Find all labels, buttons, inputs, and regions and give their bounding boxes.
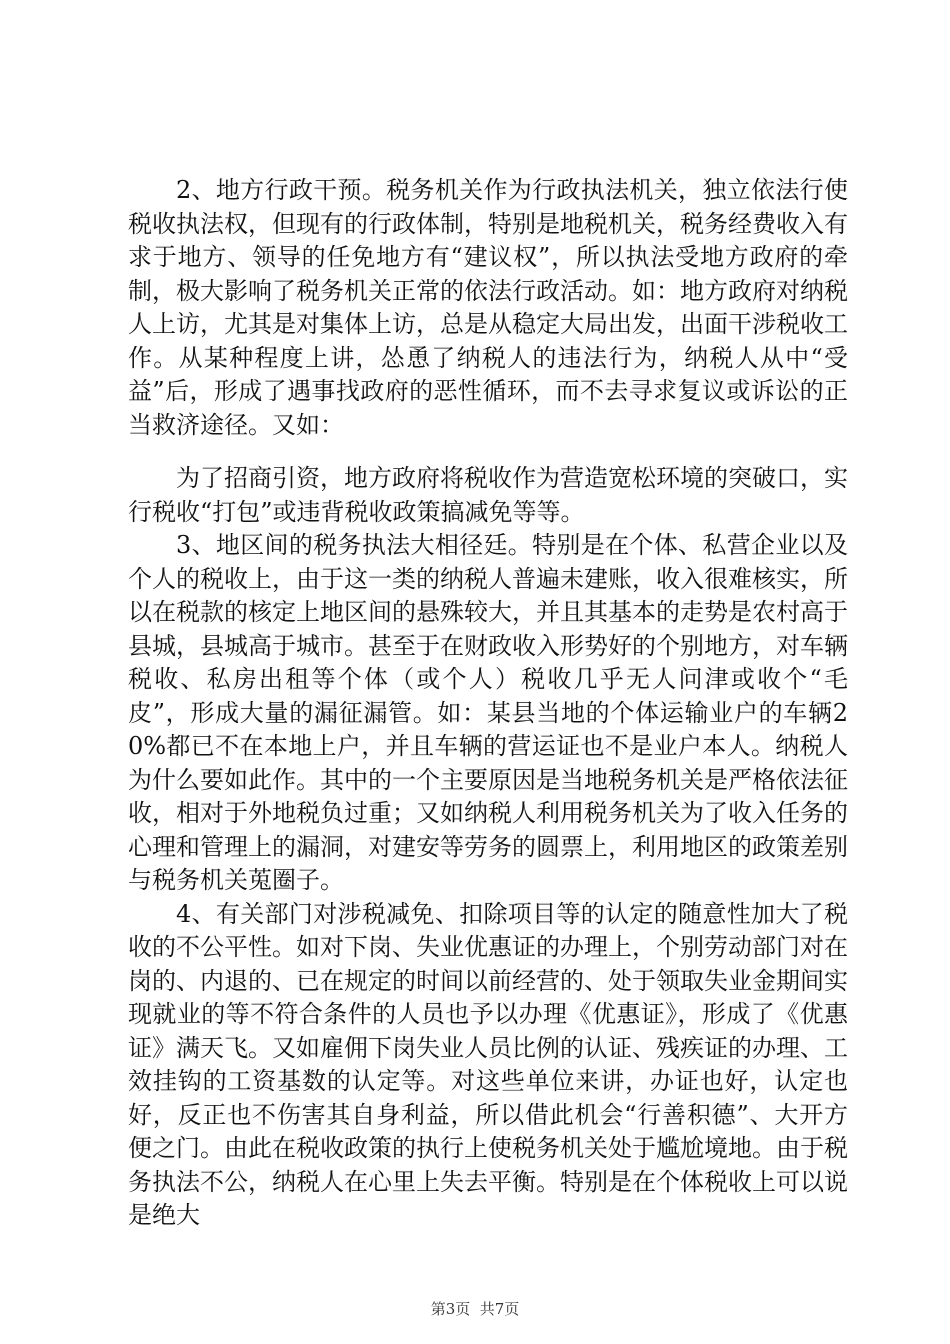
page-number-footer: 第3页 共7页 — [430, 1300, 520, 1318]
paragraph-local-admin-interference: 2、地方行政干预。税务机关作为行政执法机关，独立依法行使税收执法权，但现有的行政体制，特别是地税机关，税务经费收入有求于地方、领导的任免地方有“建议权”，所以执法受地方政府的牵制，极大影响了税务机关正常的依法行政活动。如：地方政府对纳税人上访，尤其是对集体上访，总是从稳定大局出发，出面干涉税收工作。从某种程度上讲，怂恿了纳税人的违法行为，纳税人从中“受益”后，形成了遇事找政府的恶性循环，而不去寻求复议或诉讼的正当救济途径。又如： — [128, 176, 848, 439]
paragraph-regional-enforcement-differences: 3、地区间的税务执法大相径廷。特别是在个体、私营企业以及个人的税收上，由于这一类的纳税人普遍未建账，收入很难核实，所以在税款的核定上地区间的悬殊较大，并且其基本的走势是农村高于县城，县城高于城市。甚至于在财政收入形势好的个别地方，对车辆税收、私房出租等个体（或个人）税收几乎无人问津或收个“毛皮”，形成大量的漏征漏管。如：某县当地的个体运输业户的车辆20%都已不在本地上户，并且车辆的营运证也不是业户本人。纳税人为什么要如此作。其中的一个主要原因是当地税务机关是严格依法征收，相对于外地税负过重；又如纳税人利用税务机关为了收入任务的心理和管理上的漏洞，对建安等劳务的圆票上，利用地区的政策差别与税务机关莵圈子。 — [128, 531, 848, 894]
paragraph-investment-attraction: 为了招商引资，地方政府将税收作为营造宽松环境的突破口，实行税收“打包”或违背税收政策搞减免等等。 — [128, 464, 848, 526]
paragraph-department-arbitrariness: 4、有关部门对涉税减免、扣除项目等的认定的随意性加大了税收的不公平性。如对下岗、失业优惠证的办理上，个别劳动部门对在岗的、内退的、已在规定的时间以前经营的、处于领取失业金期间实现就业的等不符合条件的人员也予以办理《优惠证》，形成了《优惠证》满天飞。又如雇佣下岗失业人员比例的认证、残疾证的办理、工效挂钩的工资基数的认定等。对这些单位来讲，办证也好，认定也好，反正也不伤害其自身利益，所以借此机会“行善积德”、大开方便之门。由此在税收政策的执行上使税务机关处于尴尬境地。由于税务执法不公，纳税人在心里上失去平衡。特别是在个体税收上可以说是绝大 — [128, 899, 848, 1229]
body-text — [128, 174, 848, 1233]
